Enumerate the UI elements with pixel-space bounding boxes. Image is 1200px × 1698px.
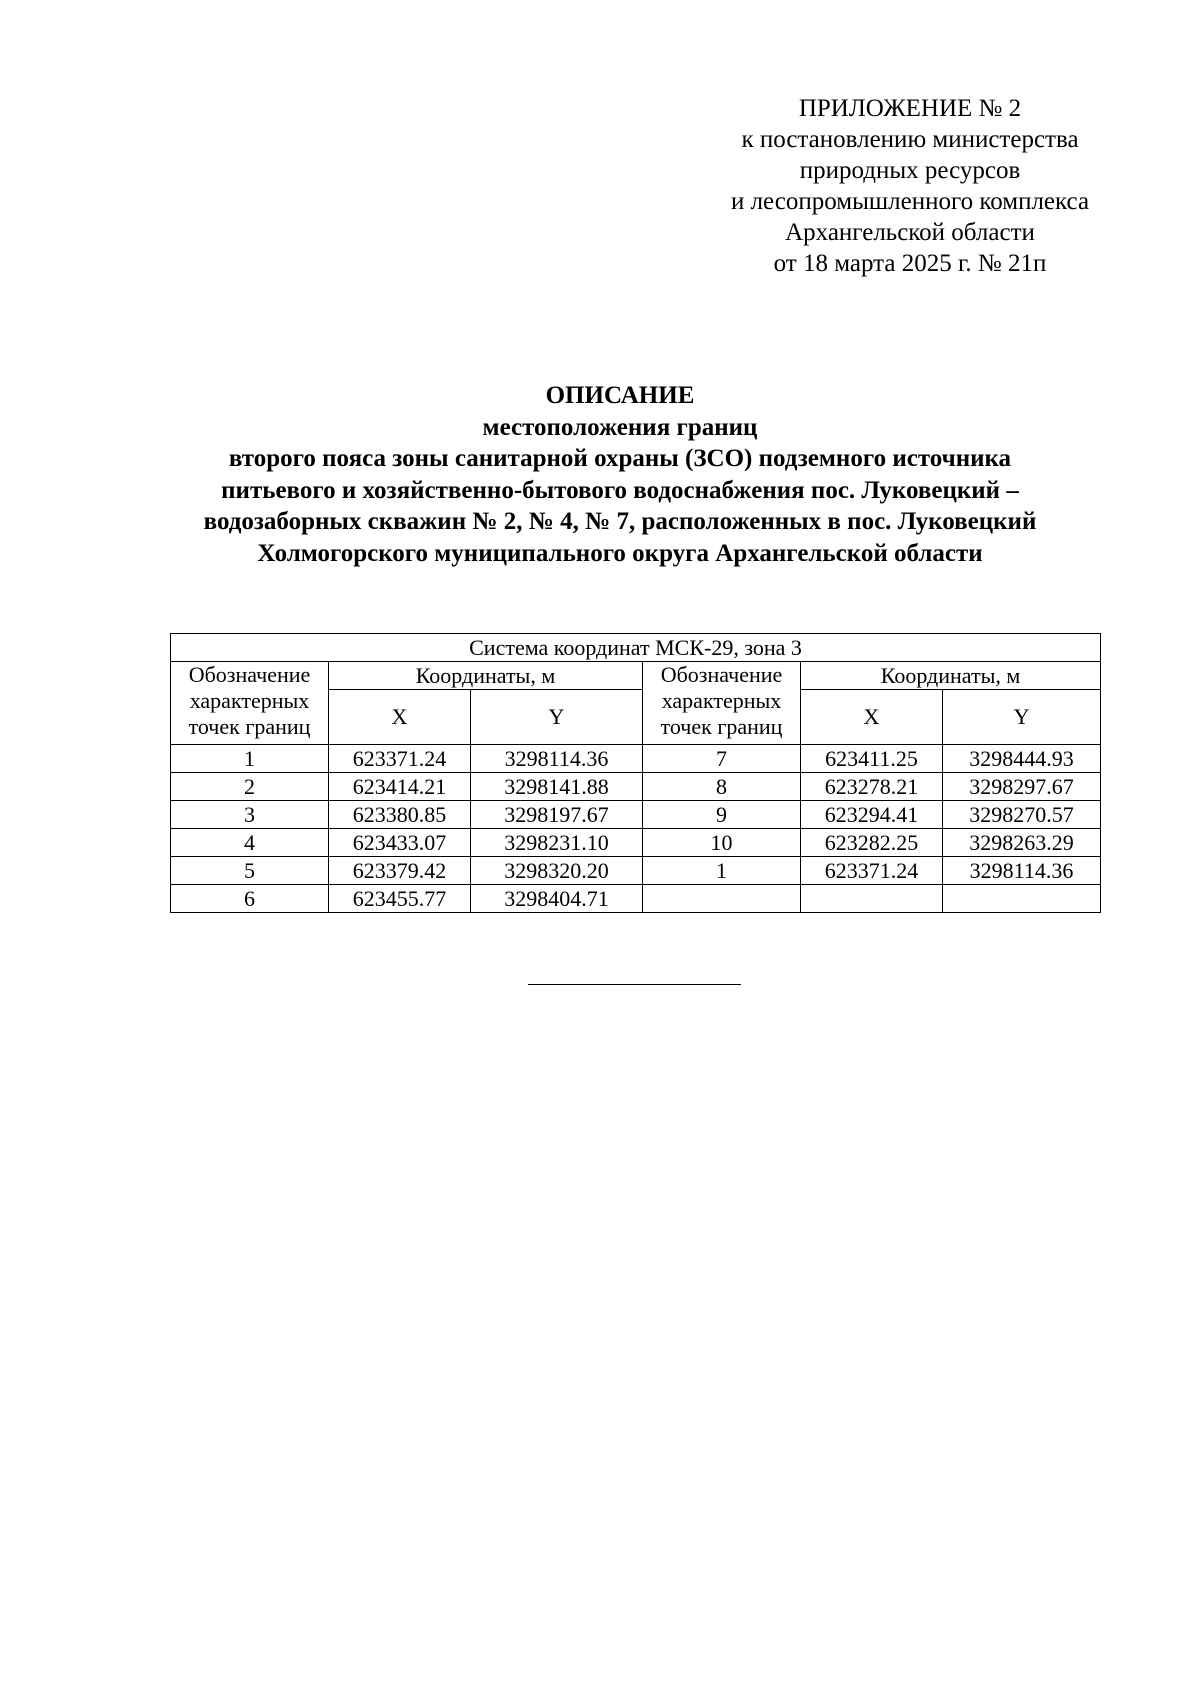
appendix-line: от 18 марта 2025 г. № 21п: [773, 250, 1047, 277]
x-value: 623294.41: [801, 801, 943, 829]
coords-header: Координаты, м: [801, 662, 1101, 690]
point-number: 10: [643, 829, 801, 857]
y-value: 3298141.88: [471, 773, 643, 801]
point-number: 3: [171, 801, 329, 829]
coords-header: Координаты, м: [329, 662, 643, 690]
x-value: 623414.21: [329, 773, 471, 801]
title-line: питьевого и хозяйственно-бытового водоснабжения пос. Луковецкий –: [221, 476, 1019, 504]
title-line: ОПИСАНИЕ: [545, 382, 695, 409]
appendix-line: ПРИЛОЖЕНИЕ № 2: [798, 95, 1022, 122]
table-row: [171, 801, 1101, 829]
table-row: [171, 829, 1101, 857]
table-row: [171, 745, 1101, 773]
point-number: 7: [643, 745, 801, 773]
table-row: [171, 773, 1101, 801]
appendix-line: и лесопромышленного комплекса: [730, 188, 1090, 215]
point-header-line: характерных: [661, 688, 782, 713]
table-row: [171, 857, 1101, 885]
y-value: 3298263.29: [943, 829, 1101, 857]
appendix-line: к постановлению министерства: [741, 126, 1079, 153]
x-value: 623380.85: [329, 801, 471, 829]
point-number: 5: [171, 857, 329, 885]
y-value: 3298197.67: [471, 801, 643, 829]
table-caption-row: [171, 634, 1101, 662]
title-line: водозаборных скважин № 2, № 4, № 7, расположенных в пос. Луковецкий: [203, 508, 1037, 535]
point-number: 1: [171, 745, 329, 773]
point-header: [171, 662, 329, 745]
x-value: 623379.42: [329, 857, 471, 885]
point-number: 1: [643, 857, 801, 885]
title-line: Холмогорского муниципального округа Архангельской области: [257, 539, 983, 567]
table-header-row: [171, 662, 1101, 690]
x-value: 623282.25: [801, 829, 943, 857]
table-row: [171, 885, 1101, 913]
title-line: второго пояса зоны санитарной охраны (ЗСО) подземного источника: [228, 445, 1012, 472]
table-caption: Система координат МСК-29, зона 3: [171, 634, 1101, 662]
y-value: [943, 885, 1101, 913]
y-value: 3298404.71: [471, 885, 643, 913]
document-title: [80, 380, 1160, 569]
y-value: 3298270.57: [943, 801, 1101, 829]
point-header: [643, 662, 801, 745]
point-header-line: точек границ: [660, 714, 783, 739]
x-value: 623371.24: [329, 745, 471, 773]
x-header: X: [329, 690, 471, 745]
closing-rule: [528, 984, 741, 985]
point-number: 9: [643, 801, 801, 829]
point-number: 6: [171, 885, 329, 913]
x-value: [801, 885, 943, 913]
coordinates-table: [170, 633, 1101, 913]
point-number: 8: [643, 773, 801, 801]
point-header-line: Обозначение: [660, 662, 783, 687]
point-header-line: характерных: [189, 688, 310, 713]
appendix-line: природных ресурсов: [799, 157, 1021, 184]
y-value: 3298114.36: [471, 745, 643, 773]
x-value: 623455.77: [329, 885, 471, 913]
x-value: 623278.21: [801, 773, 943, 801]
x-value: 623433.07: [329, 829, 471, 857]
y-value: 3298114.36: [943, 857, 1101, 885]
title-line: местоположения границ: [482, 413, 758, 441]
appendix-header: [690, 93, 1130, 279]
point-number: 2: [171, 773, 329, 801]
x-value: 623371.24: [801, 857, 943, 885]
y-value: 3298297.67: [943, 773, 1101, 801]
y-value: 3298320.20: [471, 857, 643, 885]
y-value: 3298444.93: [943, 745, 1101, 773]
point-header-line: точек границ: [188, 714, 311, 739]
point-number: [643, 885, 801, 913]
point-header-line: Обозначение: [188, 662, 311, 687]
point-number: 4: [171, 829, 329, 857]
y-value: 3298231.10: [471, 829, 643, 857]
y-header: Y: [471, 690, 643, 745]
x-value: 623411.25: [801, 745, 943, 773]
appendix-line: Архангельской области: [785, 219, 1035, 246]
x-header: X: [801, 690, 943, 745]
y-header: Y: [943, 690, 1101, 745]
